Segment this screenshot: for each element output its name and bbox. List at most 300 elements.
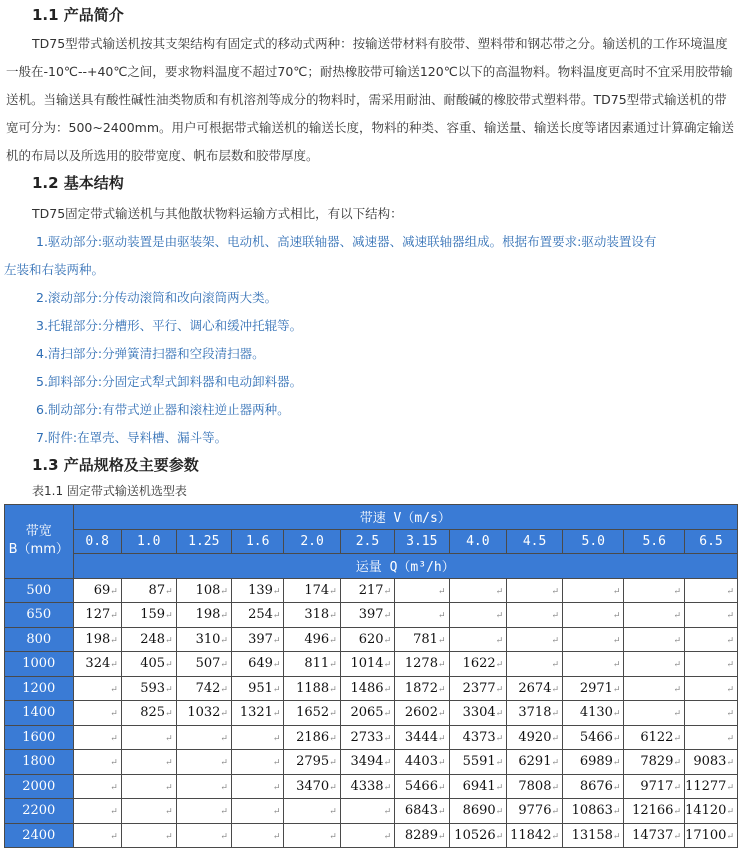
volume-value: 6941 <box>462 778 496 794</box>
volume-value: 17100 <box>685 827 727 843</box>
bandwidth-cell: 1800 <box>5 750 74 775</box>
paragraph-mark-icon: ↵ <box>495 758 504 769</box>
volume-cell <box>507 725 563 750</box>
volume-cell <box>624 701 685 726</box>
volume-cell <box>449 823 507 848</box>
paragraph-mark-icon: ↵ <box>110 709 118 720</box>
volume-cell <box>284 750 340 775</box>
volume-cell <box>284 676 340 701</box>
volume-value: 10526 <box>454 827 496 843</box>
bandwidth-cell: 1200 <box>5 676 74 701</box>
volume-cell <box>340 603 394 628</box>
paragraph-mark-icon: ↵ <box>272 635 281 646</box>
volume-value: 217 <box>358 582 384 598</box>
volume-cell <box>449 750 507 775</box>
paragraph-mark-icon: ↵ <box>165 635 173 646</box>
volume-value: 6843 <box>404 803 438 819</box>
paragraph-mark-icon: ↵ <box>612 611 621 622</box>
paragraph-mark-icon: ↵ <box>110 782 118 793</box>
volume-cell <box>284 823 340 848</box>
paragraph-mark-icon: ↵ <box>329 635 337 646</box>
volume-cell <box>563 627 624 652</box>
bandwidth-cell: 500 <box>5 578 74 603</box>
volume-value: 11842 <box>510 827 552 843</box>
volume-cell <box>231 823 284 848</box>
table-caption: 表1.1 固定带式输送机选型表 <box>32 484 187 498</box>
volume-cell <box>563 799 624 824</box>
volume-value: 3444 <box>404 729 438 745</box>
intro-paragraph: TD75型带式输送机按其支架结构有固定式的移动式两种：按输送带材料有胶带、塑料带和钢芯带之分。输送机的工作环境温度一般在-10℃--+40℃之间，要求物料温度不超过70℃；耐热橡胶带可输送120℃以下的高温物料。物料温度更高时不宜采用胶带输送机。当输送具有酸性碱性油类物质和有机溶剂等成分的物料时，需采用耐油、耐酸碱的橡胶带式塑料带。TD75型带式输送机的带宽可分为：500~2400mm。用户可根据带式输送机的输送长度，物料的种类、容重、输送量、输送长度等诸因素通过计算确定输送机的布局以及所选用的胶带宽度、帆布层数和胶带厚度。 <box>6 36 734 163</box>
volume-value: 69 <box>93 582 111 598</box>
paragraph-mark-icon: ↵ <box>612 782 621 793</box>
volume-cell <box>395 750 449 775</box>
volume-cell <box>340 725 394 750</box>
volume-value: 3470 <box>296 778 330 794</box>
paragraph-mark-icon: ↵ <box>612 684 621 695</box>
volume-value: 649 <box>248 656 273 672</box>
paragraph-mark-icon: ↵ <box>551 733 560 744</box>
volume-value: 781 <box>413 631 438 647</box>
bandwidth-cell: 1000 <box>5 652 74 677</box>
volume-cell <box>684 603 737 628</box>
paragraph-mark-icon: ↵ <box>551 660 560 671</box>
volume-cell <box>121 627 176 652</box>
speed-header-cell: 4.0 <box>449 529 507 554</box>
paragraph-mark-icon: ↵ <box>165 807 173 818</box>
volume-cell <box>121 652 176 677</box>
paragraph-mark-icon: ↵ <box>165 733 173 744</box>
paragraph-mark-icon: ↵ <box>220 831 228 842</box>
volume-cell <box>73 774 121 799</box>
volume-cell <box>176 627 231 652</box>
volume-cell <box>340 799 394 824</box>
volume-value: 8676 <box>579 778 613 794</box>
paragraph-mark-icon: ↵ <box>673 758 681 769</box>
paragraph-mark-icon: ↵ <box>272 660 281 671</box>
table-row <box>5 603 738 628</box>
paragraph-mark-icon: ↵ <box>165 709 173 720</box>
volume-cell <box>121 725 176 750</box>
volume-cell <box>231 603 284 628</box>
volume-value: 1652 <box>296 705 330 721</box>
paragraph-mark-icon: ↵ <box>495 684 504 695</box>
paragraph-mark-icon: ↵ <box>220 635 228 646</box>
paragraph-mark-icon: ↵ <box>383 660 392 671</box>
volume-cell <box>340 578 394 603</box>
paragraph-mark-icon: ↵ <box>383 611 392 622</box>
paragraph-mark-icon: ↵ <box>329 733 337 744</box>
bandwidth-cell: 650 <box>5 603 74 628</box>
volume-cell <box>449 627 507 652</box>
volume-cell <box>121 701 176 726</box>
volume-cell <box>121 774 176 799</box>
paragraph-mark-icon: ↵ <box>272 586 281 597</box>
volume-value: 127 <box>85 607 111 623</box>
volume-cell <box>395 676 449 701</box>
paragraph-mark-icon: ↵ <box>110 611 118 622</box>
volume-value: 496 <box>304 631 330 647</box>
volume-cell <box>231 701 284 726</box>
volume-cell <box>395 823 449 848</box>
volume-value: 6122 <box>640 729 674 745</box>
paragraph-mark-icon: ↵ <box>673 684 681 695</box>
volume-cell <box>563 774 624 799</box>
volume-value: 10863 <box>571 803 613 819</box>
volume-value: 1188 <box>296 680 330 696</box>
selection-table <box>4 504 738 848</box>
volume-value: 1872 <box>404 680 438 696</box>
paragraph-mark-icon: ↵ <box>220 807 228 818</box>
bandwidth-header <box>5 505 74 579</box>
volume-value: 87 <box>148 582 166 598</box>
volume-value: 198 <box>195 607 221 623</box>
volume-cell <box>395 799 449 824</box>
speed-header-cell: 1.0 <box>121 529 176 554</box>
volume-value: 4373 <box>462 729 496 745</box>
paragraph-mark-icon: ↵ <box>110 586 118 597</box>
paragraph-mark-icon: ↵ <box>383 758 392 769</box>
volume-value: 159 <box>140 607 166 623</box>
paragraph-mark-icon: ↵ <box>495 709 504 720</box>
paragraph-mark-icon: ↵ <box>383 831 392 842</box>
volume-value: 7829 <box>640 754 674 770</box>
structure-item-7: 7.附件:在罩壳、导料槽、漏斗等。 <box>36 430 228 445</box>
volume-value: 951 <box>248 680 273 696</box>
volume-cell <box>231 774 284 799</box>
volume-value: 5466 <box>579 729 613 745</box>
volume-value: 593 <box>140 680 166 696</box>
paragraph-mark-icon: ↵ <box>551 684 560 695</box>
structure-item-2: 2.滚动部分:分传动滚筒和改向滚筒两大类。 <box>36 290 278 305</box>
volume-value: 811 <box>304 656 330 672</box>
paragraph-mark-icon: ↵ <box>220 782 228 793</box>
paragraph-mark-icon: ↵ <box>437 831 446 842</box>
speed-header-cell: 1.6 <box>231 529 284 554</box>
structure-item-5: 5.卸料部分:分固定式犁式卸料器和电动卸料器。 <box>36 374 303 389</box>
volume-cell <box>231 627 284 652</box>
paragraph-mark-icon: ↵ <box>165 831 173 842</box>
volume-value: 397 <box>358 607 384 623</box>
volume-cell <box>563 823 624 848</box>
table-row <box>5 774 738 799</box>
paragraph-mark-icon: ↵ <box>495 586 504 597</box>
volume-cell <box>684 774 737 799</box>
volume-cell <box>340 750 394 775</box>
volume-value: 8690 <box>462 803 496 819</box>
paragraph-mark-icon: ↵ <box>165 586 173 597</box>
volume-cell <box>563 652 624 677</box>
section-title-structure: 1.2 基本结构 <box>32 174 124 192</box>
speed-header-cell: 1.25 <box>176 529 231 554</box>
speed-header-cell: 6.5 <box>684 529 737 554</box>
volume-cell <box>284 799 340 824</box>
paragraph-mark-icon: ↵ <box>726 709 734 720</box>
paragraph-mark-icon: ↵ <box>329 684 337 695</box>
paragraph-mark-icon: ↵ <box>673 586 681 597</box>
volume-cell <box>507 578 563 603</box>
paragraph-mark-icon: ↵ <box>612 635 621 646</box>
bandwidth-cell: 1600 <box>5 725 74 750</box>
volume-cell <box>624 725 685 750</box>
paragraph-mark-icon: ↵ <box>220 758 228 769</box>
paragraph-mark-icon: ↵ <box>220 684 228 695</box>
volume-value: 9083 <box>693 754 727 770</box>
paragraph-mark-icon: ↵ <box>673 831 681 842</box>
paragraph-mark-icon: ↵ <box>437 586 446 597</box>
volume-cell <box>73 750 121 775</box>
volume-value: 174 <box>304 582 330 598</box>
paragraph-mark-icon: ↵ <box>673 611 681 622</box>
paragraph-mark-icon: ↵ <box>165 782 173 793</box>
section-title-specs: 1.3 产品规格及主要参数 <box>32 456 199 474</box>
volume-value: 825 <box>140 705 166 721</box>
volume-value: 139 <box>248 582 273 598</box>
volume-cell <box>624 676 685 701</box>
structure-item-6: 6.制动部分:有带式逆止器和滚柱逆止器两种。 <box>36 402 290 417</box>
table-row <box>5 701 738 726</box>
volume-cell <box>449 774 507 799</box>
volume-cell <box>624 627 685 652</box>
volume-cell <box>507 774 563 799</box>
volume-cell <box>340 627 394 652</box>
speed-header-cell: 2.5 <box>340 529 394 554</box>
volume-cell <box>684 578 737 603</box>
volume-cell <box>176 799 231 824</box>
volume-cell <box>563 603 624 628</box>
table-row <box>5 676 738 701</box>
paragraph-mark-icon: ↵ <box>165 758 173 769</box>
volume-value: 3718 <box>518 705 552 721</box>
volume-cell <box>395 701 449 726</box>
volume-cell <box>507 676 563 701</box>
volume-cell <box>395 578 449 603</box>
paragraph-mark-icon: ↵ <box>110 831 118 842</box>
paragraph-mark-icon: ↵ <box>220 586 228 597</box>
volume-value: 310 <box>195 631 221 647</box>
structure-item-1: 1.驱动部分:驱动装置是由驱装架、电动机、高速联轴器、减速器、减速联轴器组成。根据布置要求:驱动装置设有 <box>36 234 657 249</box>
volume-value: 4403 <box>404 754 438 770</box>
volume-cell <box>684 701 737 726</box>
paragraph-mark-icon: ↵ <box>437 660 446 671</box>
paragraph-mark-icon: ↵ <box>165 660 173 671</box>
paragraph-mark-icon: ↵ <box>495 733 504 744</box>
paragraph-mark-icon: ↵ <box>220 733 228 744</box>
speed-values-row <box>5 529 738 554</box>
volume-cell <box>176 823 231 848</box>
paragraph-mark-icon: ↵ <box>495 807 504 818</box>
table-row <box>5 750 738 775</box>
volume-cell <box>449 652 507 677</box>
paragraph-mark-icon: ↵ <box>726 684 734 695</box>
paragraph-mark-icon: ↵ <box>329 586 337 597</box>
structure-intro: TD75固定带式输送机与其他散状物料运输方式相比，有以下结构： <box>32 206 403 221</box>
volume-cell <box>684 823 737 848</box>
volume-cell <box>624 823 685 848</box>
paragraph-mark-icon: ↵ <box>329 782 337 793</box>
volume-cell <box>284 725 340 750</box>
volume-cell <box>449 603 507 628</box>
volume-cell <box>624 774 685 799</box>
paragraph-mark-icon: ↵ <box>437 635 446 646</box>
table-row <box>5 652 738 677</box>
paragraph-mark-icon: ↵ <box>437 807 446 818</box>
volume-cell <box>449 799 507 824</box>
volume-cell <box>73 799 121 824</box>
volume-cell <box>624 603 685 628</box>
paragraph-mark-icon: ↵ <box>272 807 281 818</box>
volume-cell <box>73 725 121 750</box>
paragraph-mark-icon: ↵ <box>551 782 560 793</box>
bandwidth-label-2: B（mm） <box>8 542 69 558</box>
table-row <box>5 627 738 652</box>
volume-cell <box>340 823 394 848</box>
volume-header: 运量 Q（m³/h） <box>73 554 737 579</box>
volume-value: 1486 <box>350 680 384 696</box>
volume-cell <box>284 701 340 726</box>
paragraph-mark-icon: ↵ <box>437 709 446 720</box>
volume-cell <box>684 676 737 701</box>
paragraph-mark-icon: ↵ <box>110 733 118 744</box>
volume-cell <box>73 603 121 628</box>
paragraph-mark-icon: ↵ <box>495 611 504 622</box>
volume-cell <box>121 823 176 848</box>
volume-cell <box>507 823 563 848</box>
paragraph-mark-icon: ↵ <box>272 611 281 622</box>
volume-cell <box>176 701 231 726</box>
paragraph-mark-icon: ↵ <box>551 709 560 720</box>
speed-header-cell: 3.15 <box>395 529 449 554</box>
paragraph-mark-icon: ↵ <box>551 586 560 597</box>
paragraph-mark-icon: ↵ <box>437 684 446 695</box>
paragraph-mark-icon: ↵ <box>726 758 734 769</box>
volume-cell <box>449 578 507 603</box>
paragraph-mark-icon: ↵ <box>551 807 560 818</box>
volume-cell <box>284 578 340 603</box>
volume-cell <box>624 652 685 677</box>
paragraph-mark-icon: ↵ <box>726 660 734 671</box>
paragraph-mark-icon: ↵ <box>612 709 621 720</box>
volume-value: 2971 <box>579 680 613 696</box>
paragraph-mark-icon: ↵ <box>272 758 281 769</box>
speed-header-cell: 0.8 <box>73 529 121 554</box>
paragraph-mark-icon: ↵ <box>383 709 392 720</box>
paragraph-mark-icon: ↵ <box>495 635 504 646</box>
volume-value: 14737 <box>632 827 674 843</box>
volume-value: 1014 <box>350 656 384 672</box>
volume-cell <box>507 627 563 652</box>
paragraph-mark-icon: ↵ <box>329 758 337 769</box>
volume-cell <box>121 799 176 824</box>
volume-value: 507 <box>195 656 221 672</box>
paragraph-mark-icon: ↵ <box>110 684 118 695</box>
volume-value: 9776 <box>518 803 552 819</box>
volume-value: 9717 <box>640 778 674 794</box>
volume-cell <box>395 627 449 652</box>
volume-cell <box>563 750 624 775</box>
paragraph-mark-icon: ↵ <box>551 758 560 769</box>
volume-cell <box>176 652 231 677</box>
paragraph-mark-icon: ↵ <box>673 635 681 646</box>
volume-cell <box>449 725 507 750</box>
paragraph-mark-icon: ↵ <box>495 831 504 842</box>
bandwidth-cell: 2400 <box>5 823 74 848</box>
paragraph-mark-icon: ↵ <box>383 586 392 597</box>
paragraph-mark-icon: ↵ <box>383 733 392 744</box>
volume-cell <box>395 725 449 750</box>
paragraph-mark-icon: ↵ <box>437 758 446 769</box>
volume-value: 13158 <box>571 827 613 843</box>
section-title-intro: 1.1 产品简介 <box>32 6 124 24</box>
structure-item-4: 4.清扫部分:分弹簧清扫器和空段清扫器。 <box>36 346 265 361</box>
paragraph-mark-icon: ↵ <box>272 709 281 720</box>
volume-cell <box>624 578 685 603</box>
volume-value: 2377 <box>462 680 496 696</box>
paragraph-mark-icon: ↵ <box>272 831 281 842</box>
paragraph-mark-icon: ↵ <box>220 611 228 622</box>
paragraph-mark-icon: ↵ <box>612 758 621 769</box>
volume-value: 1622 <box>462 656 496 672</box>
paragraph-mark-icon: ↵ <box>110 635 118 646</box>
speed-header-cell: 5.0 <box>563 529 624 554</box>
volume-cell <box>395 603 449 628</box>
volume-cell <box>284 603 340 628</box>
volume-value: 318 <box>304 607 330 623</box>
volume-cell <box>507 799 563 824</box>
volume-cell <box>231 750 284 775</box>
paragraph-mark-icon: ↵ <box>437 733 446 744</box>
volume-value: 7808 <box>518 778 552 794</box>
volume-cell <box>73 578 121 603</box>
paragraph-mark-icon: ↵ <box>726 782 734 793</box>
table-row <box>5 725 738 750</box>
volume-value: 3494 <box>350 754 384 770</box>
volume-value: 4338 <box>350 778 384 794</box>
paragraph-mark-icon: ↵ <box>220 660 228 671</box>
volume-value: 742 <box>195 680 221 696</box>
paragraph-mark-icon: ↵ <box>673 782 681 793</box>
bandwidth-cell: 2200 <box>5 799 74 824</box>
volume-value: 254 <box>248 607 273 623</box>
paragraph-mark-icon: ↵ <box>612 586 621 597</box>
volume-value: 620 <box>358 631 384 647</box>
volume-value: 2795 <box>296 754 330 770</box>
volume-value: 5466 <box>404 778 438 794</box>
paragraph-mark-icon: ↵ <box>495 660 504 671</box>
volume-value: 12166 <box>632 803 674 819</box>
paragraph-mark-icon: ↵ <box>437 782 446 793</box>
volume-value: 2065 <box>350 705 384 721</box>
volume-cell <box>340 701 394 726</box>
paragraph-mark-icon: ↵ <box>612 807 621 818</box>
volume-value: 248 <box>140 631 166 647</box>
paragraph-mark-icon: ↵ <box>110 758 118 769</box>
volume-cell <box>121 750 176 775</box>
volume-cell <box>507 603 563 628</box>
table-row <box>5 823 738 848</box>
paragraph-mark-icon: ↵ <box>329 611 337 622</box>
volume-cell <box>340 774 394 799</box>
volume-cell <box>121 578 176 603</box>
paragraph-mark-icon: ↵ <box>612 831 621 842</box>
volume-cell <box>684 627 737 652</box>
paragraph-mark-icon: ↵ <box>272 733 281 744</box>
volume-cell <box>684 799 737 824</box>
volume-value: 8289 <box>404 827 438 843</box>
volume-cell <box>395 652 449 677</box>
volume-value: 2674 <box>518 680 552 696</box>
volume-cell <box>284 627 340 652</box>
paragraph-mark-icon: ↵ <box>383 684 392 695</box>
